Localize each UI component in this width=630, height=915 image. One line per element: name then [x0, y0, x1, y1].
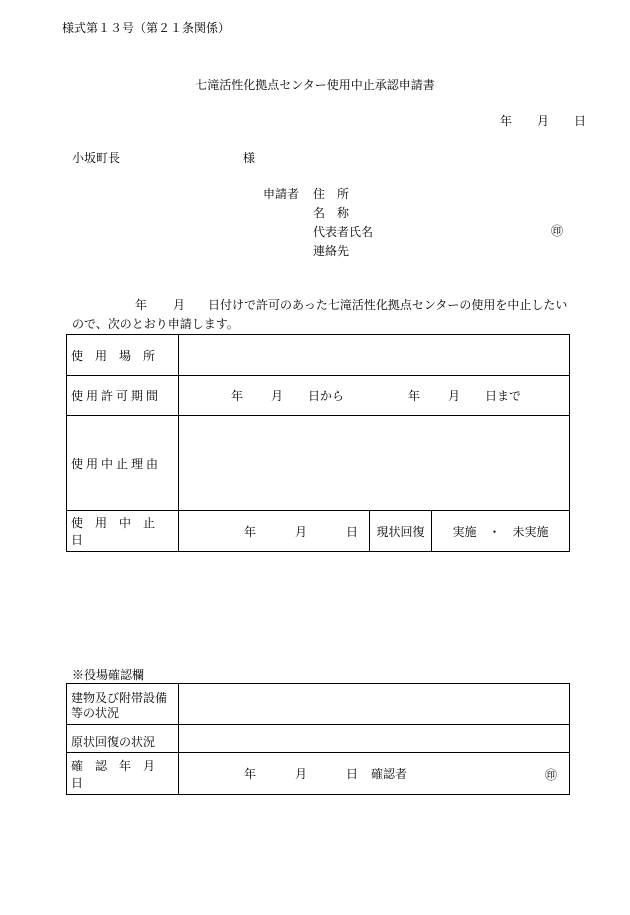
- confirm-date-input[interactable]: [179, 753, 570, 795]
- period-input[interactable]: [179, 376, 570, 416]
- form-number: 様式第１３号（第２１条関係）: [62, 21, 231, 35]
- place-label: 使 用 場 所: [67, 335, 179, 376]
- period-day-1: 日から: [308, 389, 345, 403]
- period-day-2: 日まで: [485, 389, 522, 403]
- body-month: 月: [173, 298, 186, 312]
- period-month-2: 月: [448, 389, 461, 403]
- body-year: 年: [135, 298, 148, 312]
- restore-options[interactable]: 実施 ・ 未実施: [432, 511, 570, 552]
- row-place: [67, 335, 570, 376]
- period-year-1: 年: [231, 389, 244, 403]
- applicant-address-label: 住 所: [313, 187, 350, 201]
- stop-date-label: 使 用 中 止 日: [67, 511, 179, 552]
- body-text-line-1: 日付けで許可のあった七滝活性化拠点センターの使用を中止したい: [208, 298, 568, 312]
- row-stop-date: [67, 511, 570, 552]
- addressee-honorific: 様: [243, 151, 256, 165]
- row-reason: [67, 416, 570, 511]
- row-building: [67, 684, 570, 725]
- stop-date-day: 日: [346, 524, 359, 539]
- restore-label: 現状回復: [370, 511, 432, 552]
- period-year-2: 年: [408, 389, 421, 403]
- restore-status-input[interactable]: [179, 725, 570, 753]
- body-text-line-2: ので、次のとおり申請します。: [72, 317, 239, 331]
- reason-label: 使用中止理由: [67, 416, 179, 511]
- date-day: 日: [574, 114, 587, 128]
- applicant-label: 申請者: [263, 187, 300, 201]
- confirm-date-day: 日: [346, 767, 359, 781]
- addressee-name: 小坂町長: [72, 151, 121, 165]
- stop-date-year: 年: [244, 524, 257, 539]
- building-label: 建物及び附帯設備 等の状況: [67, 684, 179, 725]
- applicant-contact-label: 連絡先: [313, 244, 350, 258]
- confirm-date-year: 年: [244, 767, 257, 781]
- applicant-name-label: 名 称: [313, 206, 350, 220]
- applicant-representative-label: 代表者氏名: [313, 225, 374, 239]
- confirmer-seal-mark: ㊞: [544, 768, 557, 782]
- confirm-date-label: 確 認 年 月 日: [67, 753, 179, 795]
- period-label: 使用許可期間: [67, 376, 179, 416]
- restore-status-label: 原状回復の状況: [67, 725, 179, 753]
- form-title: 七滝活性化拠点センター使用中止承認申請書: [195, 78, 435, 92]
- application-table: [66, 334, 570, 552]
- confirm-date-month: 月: [295, 767, 308, 781]
- applicant-seal-mark: ㊞: [551, 224, 564, 238]
- office-table: [66, 683, 570, 795]
- stop-date-input[interactable]: [179, 511, 370, 552]
- row-period: [67, 376, 570, 416]
- place-input[interactable]: [179, 335, 570, 376]
- date-year: 年: [500, 114, 513, 128]
- row-confirm-date: [67, 753, 570, 795]
- office-heading: ※役場確認欄: [72, 668, 145, 682]
- building-input[interactable]: [179, 684, 570, 725]
- stop-date-month: 月: [295, 524, 308, 539]
- date-month: 月: [537, 114, 550, 128]
- period-month-1: 月: [271, 389, 284, 403]
- reason-input[interactable]: [179, 416, 570, 511]
- row-restore-status: [67, 725, 570, 753]
- confirmer-label: 確認者: [371, 767, 408, 781]
